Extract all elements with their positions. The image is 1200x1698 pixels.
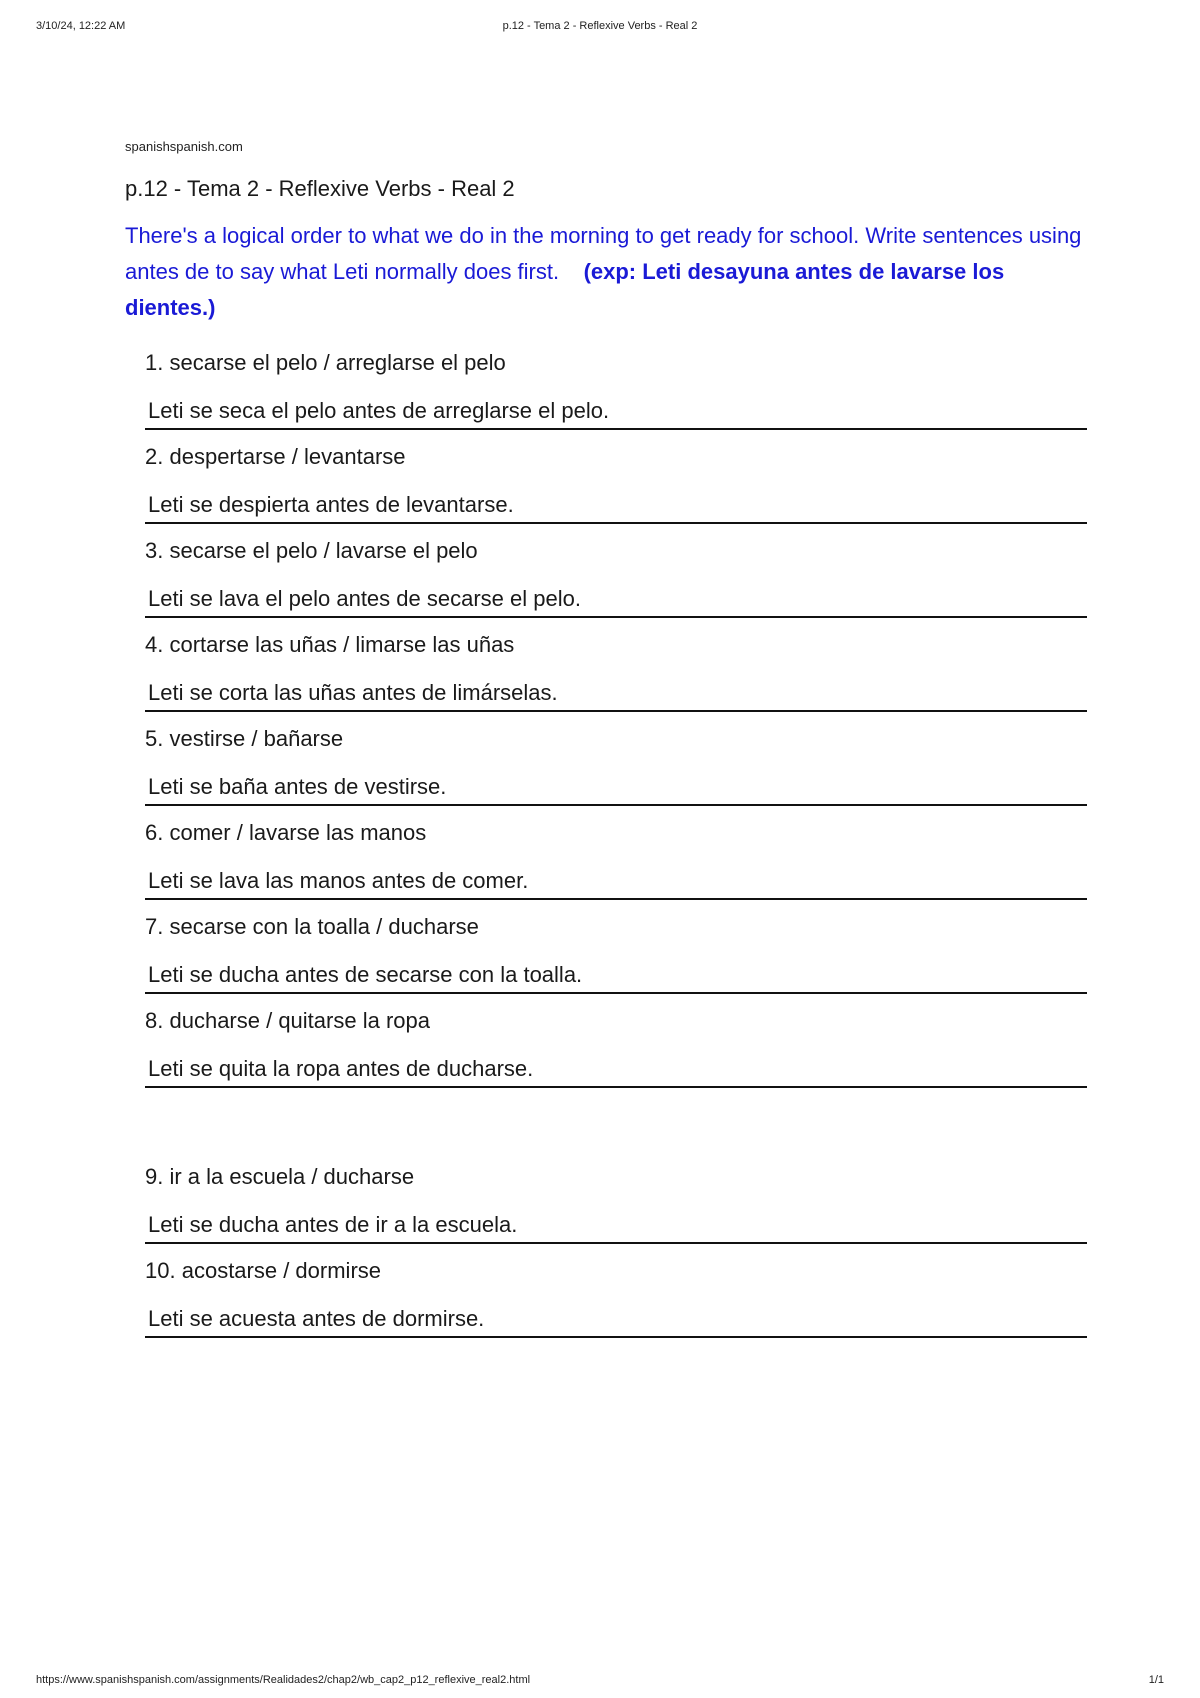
instructions-text: There's a logical order to what we do in the morning to get ready for school. Write sentences using antes de to say what Leti normally does first. [125,223,1082,284]
exercise-item-5 [145,712,1087,806]
exercise-answer[interactable]: Leti se corta las uñas antes de limárselas. [145,658,1087,712]
exercise-item-2 [145,430,1087,524]
exercise-prompt [145,806,1087,846]
exercise-prompt [145,1244,1087,1284]
exercise-number: 1. [145,350,164,375]
exercise-prompt-text: secarse con la toalla / ducharse [169,914,479,939]
exercise-prompt [145,712,1087,752]
exercise-number: 8. [145,1008,164,1033]
exercise-number: 10. [145,1258,176,1283]
exercise-prompt [145,994,1087,1034]
page-number: 1/1 [1148,1674,1164,1686]
exercise-answer[interactable]: Leti se ducha antes de secarse con la toalla. [145,940,1087,994]
exercise-number: 3. [145,538,164,563]
section-spacer [145,1088,1087,1150]
exercise-number: 6. [145,820,164,845]
print-url: https://www.spanishspanish.com/assignments/Realidades2/chap2/wb_cap2_p12_reflexive_real2.html [36,1674,531,1686]
exercise-prompt-text: acostarse / dormirse [181,1258,382,1283]
exercise-item-10 [145,1244,1087,1338]
exercise-prompt [145,618,1087,658]
exercise-item-4 [145,618,1087,712]
exercise-item-1 [145,336,1087,430]
exercise-item-8 [145,994,1087,1088]
instructions [125,218,1090,326]
exercise-prompt-text: secarse el pelo / lavarse el pelo [169,538,478,563]
instructions-example: (exp: Leti desayuna antes de lavarse los dientes.) [125,259,1005,320]
exercise-prompt-text: ir a la escuela / ducharse [169,1164,415,1189]
exercise-answer[interactable]: Leti se baña antes de vestirse. [145,752,1087,806]
exercise-prompt [145,430,1087,470]
exercise-number: 7. [145,914,164,939]
exercise-prompt-text: ducharse / quitarse la ropa [169,1008,430,1033]
exercise-number: 5. [145,726,164,751]
exercise-list [125,336,1087,1338]
exercise-answer[interactable]: Leti se lava las manos antes de comer. [145,846,1087,900]
exercise-answer[interactable]: Leti se quita la ropa antes de ducharse. [145,1034,1087,1088]
exercise-answer[interactable]: Leti se acuesta antes de dormirse. [145,1284,1087,1338]
worksheet-content [125,138,1090,1338]
exercise-answer[interactable]: Leti se seca el pelo antes de arreglarse el pelo. [145,376,1087,430]
exercise-answer[interactable]: Leti se ducha antes de ir a la escuela. [145,1190,1087,1244]
exercise-item-9 [145,1150,1087,1244]
exercise-item-3 [145,524,1087,618]
exercise-prompt [145,900,1087,940]
print-title: p.12 - Tema 2 - Reflexive Verbs - Real 2 [502,20,698,32]
exercise-prompt [145,336,1087,376]
exercise-answer[interactable]: Leti se lava el pelo antes de secarse el pelo. [145,564,1087,618]
print-header [36,20,1164,36]
exercise-answer[interactable]: Leti se despierta antes de levantarse. [145,470,1087,524]
exercise-number: 4. [145,632,164,657]
exercise-prompt-text: vestirse / bañarse [169,726,344,751]
exercise-number: 9. [145,1164,164,1189]
print-footer [36,1674,1164,1690]
exercise-number: 2. [145,444,164,469]
exercise-item-6 [145,806,1087,900]
exercise-prompt-text: comer / lavarse las manos [169,820,427,845]
site-name: spanishspanish.com [125,139,243,154]
exercise-prompt [145,524,1087,564]
exercise-prompt-text: cortarse las uñas / limarse las uñas [169,632,515,657]
exercise-prompt-text: despertarse / levantarse [169,444,406,469]
exercise-prompt-text: secarse el pelo / arreglarse el pelo [169,350,506,375]
page-title: p.12 - Tema 2 - Reflexive Verbs - Real 2 [125,176,515,201]
exercise-item-7 [145,900,1087,994]
print-date: 3/10/24, 12:22 AM [36,20,126,32]
exercise-prompt [145,1150,1087,1190]
